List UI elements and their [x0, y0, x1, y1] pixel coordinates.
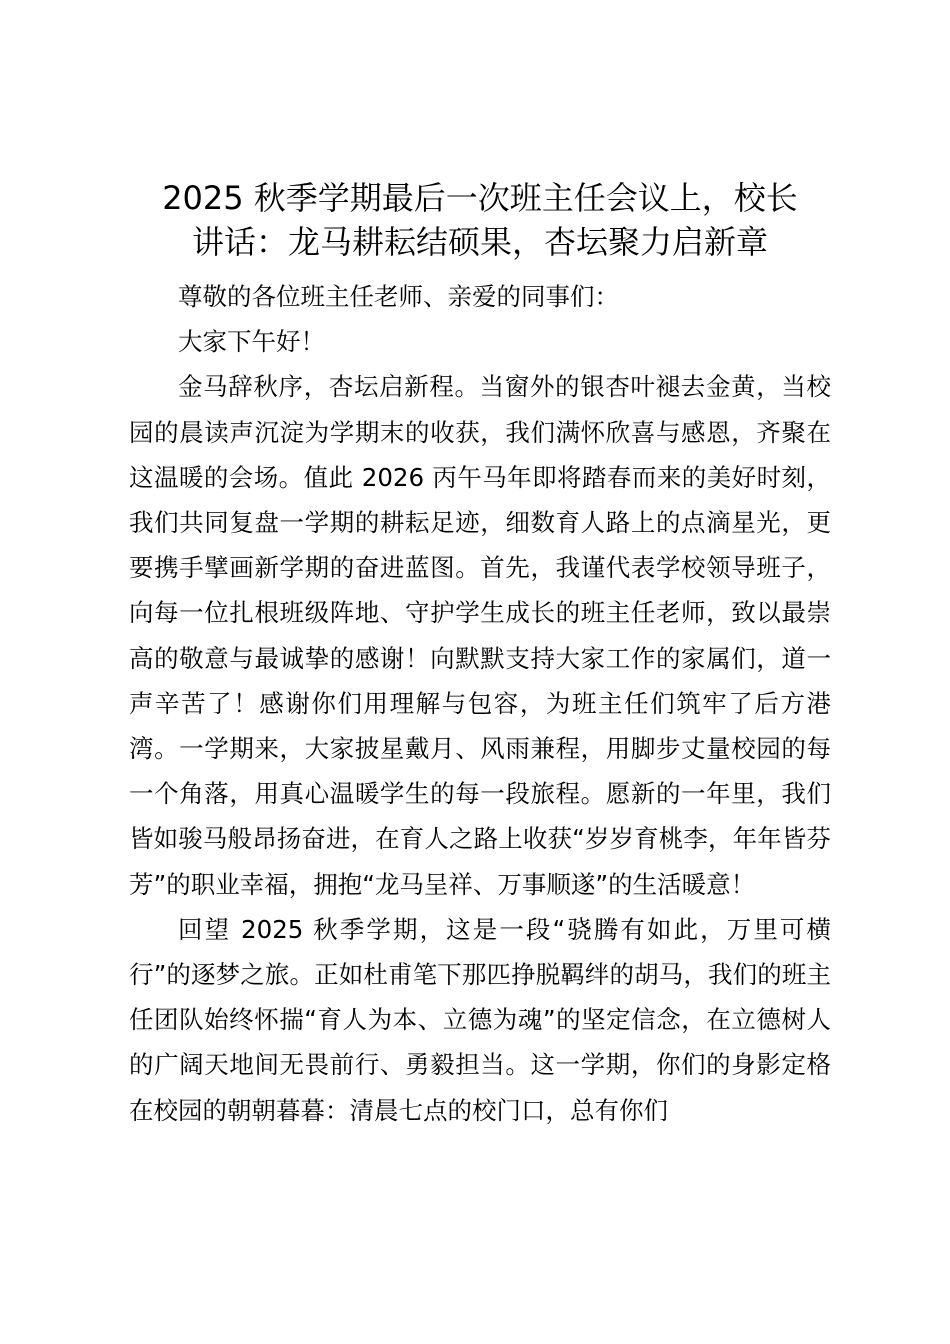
- title-line-1: 2025 秋季学期最后一次班主任会议上，校长: [162, 179, 798, 217]
- title-line-2: 讲话：龙马耕耘结硕果，杏坛聚力启新章: [191, 223, 768, 261]
- salutation: 尊敬的各位班主任老师、亲爱的同事们：: [178, 282, 619, 311]
- body-paragraph-1: 金马辞秋序，杏坛启新程。当窗外的银杏叶褪去金黄，当校园的晨读声沉淀为学期末的收获，我们满怀欣喜与感恩，齐聚在这温暖的会场。值此 2026 丙午马年即将踏春而来的美好时刻，我们共同复盘一学期的耕耘足迹，细数育人路上的点滴星光，更要携手擘画新学期的奋进蓝图。首先，我谨代表学校领导班子，向每一位扎根班级阵地、守护学生成长的班主任老师，致以最崇高的敬意与最诚挚的感谢！向默默支持大家工作的家属们，道一声辛苦了！感谢你们用理解与包容，为班主任们筑牢了后方港湾。一学期来，大家披星戴月、风雨兼程，用脚步丈量校园的每一个角落，用真心温暖学生的每一段旅程。愿新的一年里，我们皆如骏马般昂扬奋进，在育人之路上收获“岁岁育桃李，年年皆芬芳”的职业幸福，拥抱“龙马呈祥、万事顺遂”的生活暖意！: [129, 372, 831, 899]
- document-page: [129, 176, 831, 1133]
- document-title: [125, 176, 835, 264]
- greeting: 大家下午好！: [178, 327, 325, 357]
- body-paragraph-2: 回望 2025 秋季学期，这是一段“骁腾有如此，万里可横行”的逐梦之旅。正如杜甫笔下那匹挣脱羁绊的胡马，我们的班主任团队始终怀揣“育人为本、立德为魂”的坚定信念，在立德树人的广阔天地间无畏前行、勇毅担当。这一学期，你们的身影定格在校园的朝朝暮暮：清晨七点的校门口，总有你们: [129, 914, 831, 1125]
